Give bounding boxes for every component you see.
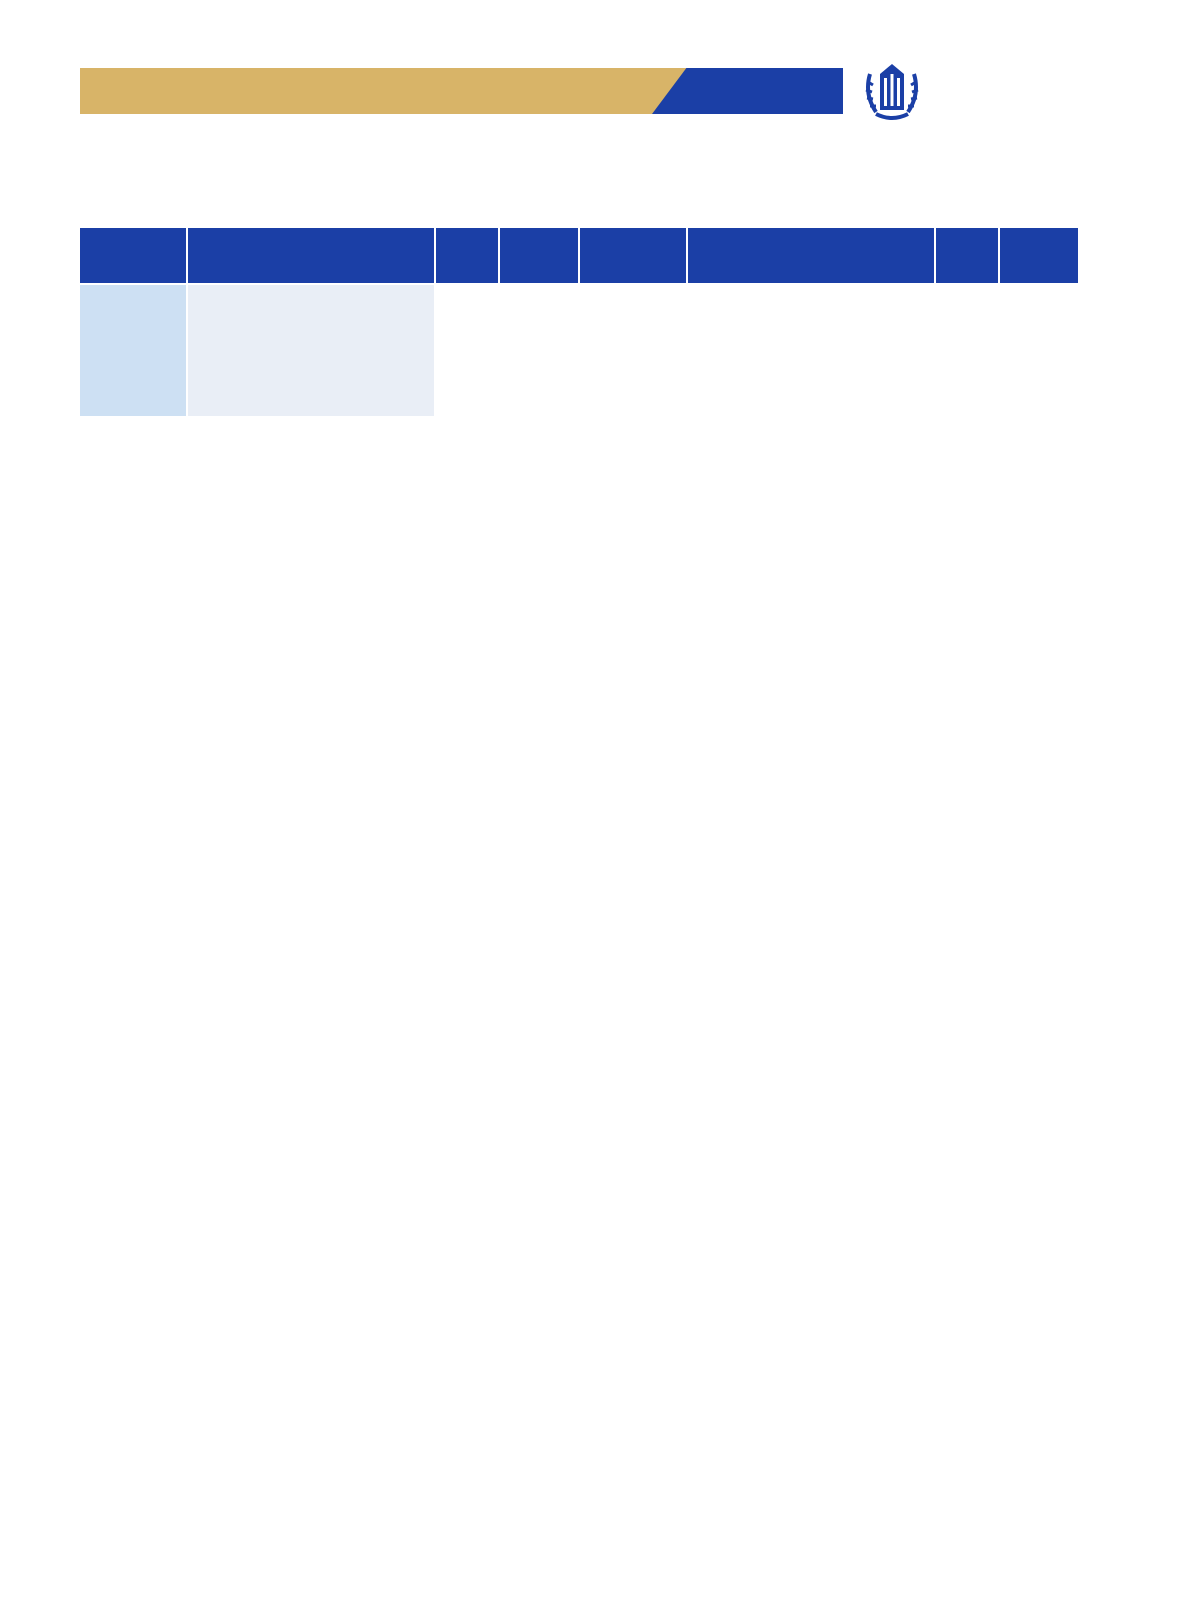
model-cell [80,285,186,416]
profile-figure [188,285,434,416]
col-header-figure-2 [688,228,934,283]
col-header-thickness-2 [936,228,998,283]
slogan-banner [80,68,690,114]
slogan-text [113,80,129,100]
col-header-model-2 [580,228,686,283]
col-header-model [80,228,186,283]
hongmei-logo-icon [862,60,922,122]
col-header-figure [188,228,434,283]
col-header-weight [500,228,578,283]
col-header-thickness [436,228,498,283]
col-header-weight-2 [1000,228,1078,283]
